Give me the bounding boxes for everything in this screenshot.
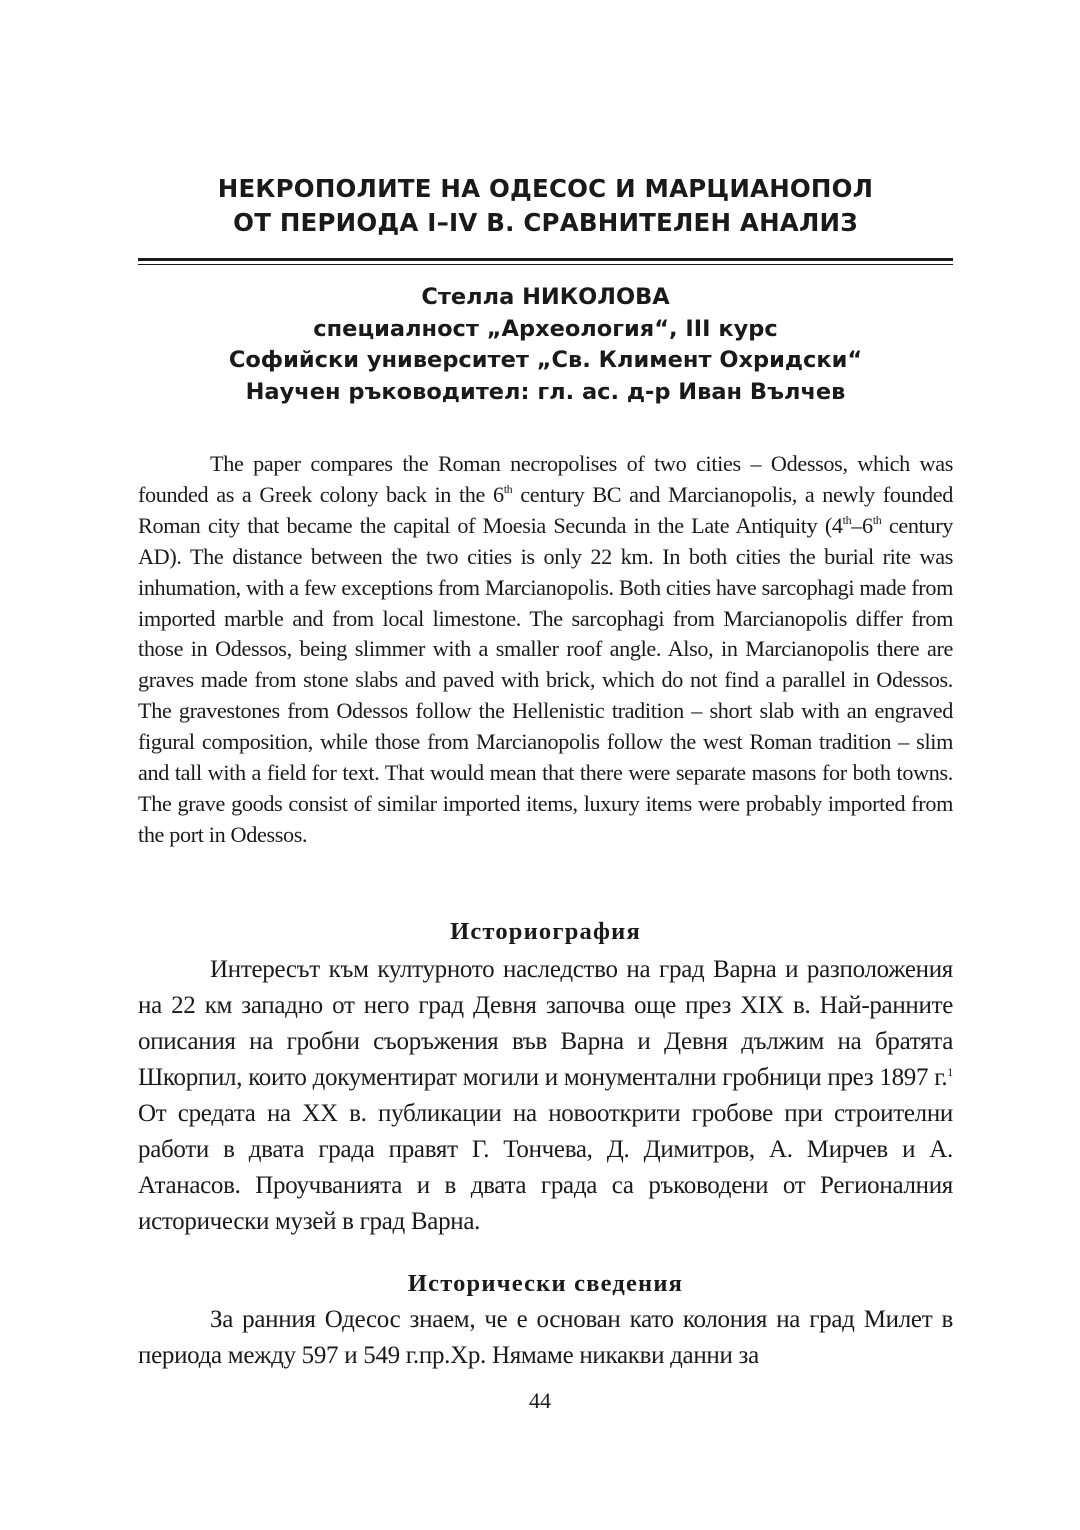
- author-block: [138, 282, 953, 408]
- abstract: [138, 449, 953, 851]
- abstract-text-1: The paper compares the Roman necropolises of two cities – Odessos, which was founded as a Greek colony back in the 6: [138, 451, 953, 507]
- abstract-sup-3: th: [872, 512, 882, 527]
- historical-info-body: [138, 1302, 953, 1374]
- title-line-2: ОТ ПЕРИОДА I–IV В. СРАВНИТЕЛЕН АНАЛИЗ: [233, 208, 858, 237]
- title-divider-thin: [138, 264, 953, 265]
- author-supervisor: Научен ръководител: гл. ас. д-р Иван Вълчев: [245, 378, 846, 405]
- historiography-paragraph: [138, 952, 953, 1240]
- abstract-text-3: –6: [851, 512, 873, 538]
- author-university: Софийски университет „Св. Климент Охридски“: [228, 347, 863, 373]
- historiography-text-2: От средата на XX в. публикации на новооткрити гробове при строителни работи в двата града правят Г. Тончева, Д. Димитров, А. Мирчев и А. Атанасов. Проучванията и в двата града са ръководени от Регионалния исторически музей в град Варна.: [138, 1100, 953, 1235]
- title-divider-thick: [138, 258, 953, 261]
- author-name: Стелла НИКОЛОВА: [421, 284, 670, 310]
- article-title: [138, 172, 953, 240]
- abstract-sup-2: th: [842, 512, 852, 527]
- title-line-1: НЕКРОПОЛИТЕ НА ОДЕСОС И МАРЦИАНОПОЛ: [217, 174, 874, 203]
- author-specialty: специалност „Археология“, III курс: [313, 315, 778, 342]
- abstract-text-4: century AD). The distance between the two cities is only 22 km. In both cities the burial rite was inhumation, with a few exceptions from Marcianopolis. Both cities have sarcophagi made from imported marble and from local limestone. The sarcophagi from Marcianopolis differ from those in Odessos, being slimmer with a smaller roof angle. Also, in Marcianopolis there are graves made from stone slabs and paved with brick, which do not find a parallel in Odessos. The gravestones from Odessos follow the Hellenistic tradition – short slab with an engraved figural composition, while those from Marcianopolis follow the west Roman tradition – slim and tall with a field for text. That would mean that there were separate masons for both towns. The grave goods consist of similar imported items, luxury items were probably imported from the port in Odessos.: [138, 512, 954, 847]
- abstract-text-2: century BC and Marcianopolis, a newly founded Roman city that became the capital of Moesia Secunda in the Late Antiquity (4: [138, 481, 953, 538]
- abstract-sup-1: th: [503, 481, 513, 496]
- historical-info-heading: Исторически сведения: [407, 1270, 684, 1297]
- footnote-reference: 1: [947, 1065, 953, 1079]
- historical-info-paragraph: За ранния Одесос знаем, че е основан като колония на град Милет в периода между 597 и 549 г.пр.Хр. Нямаме никакви данни за: [138, 1306, 953, 1369]
- historiography-heading: Историография: [450, 918, 641, 945]
- page-number: 44: [529, 1388, 551, 1413]
- abstract-paragraph: [138, 449, 953, 851]
- historiography-text-1: Интересът към културното наследство на град Варна и разположения на 22 км западно от него град Девня започва още през XIX в. Най-ранните описания на гробни съоръжения във Варна и Девня дължим на братята Шкорпил, които документират могили и монументални гробници през 1897 г.: [138, 956, 953, 1091]
- historiography-body: [138, 952, 953, 1240]
